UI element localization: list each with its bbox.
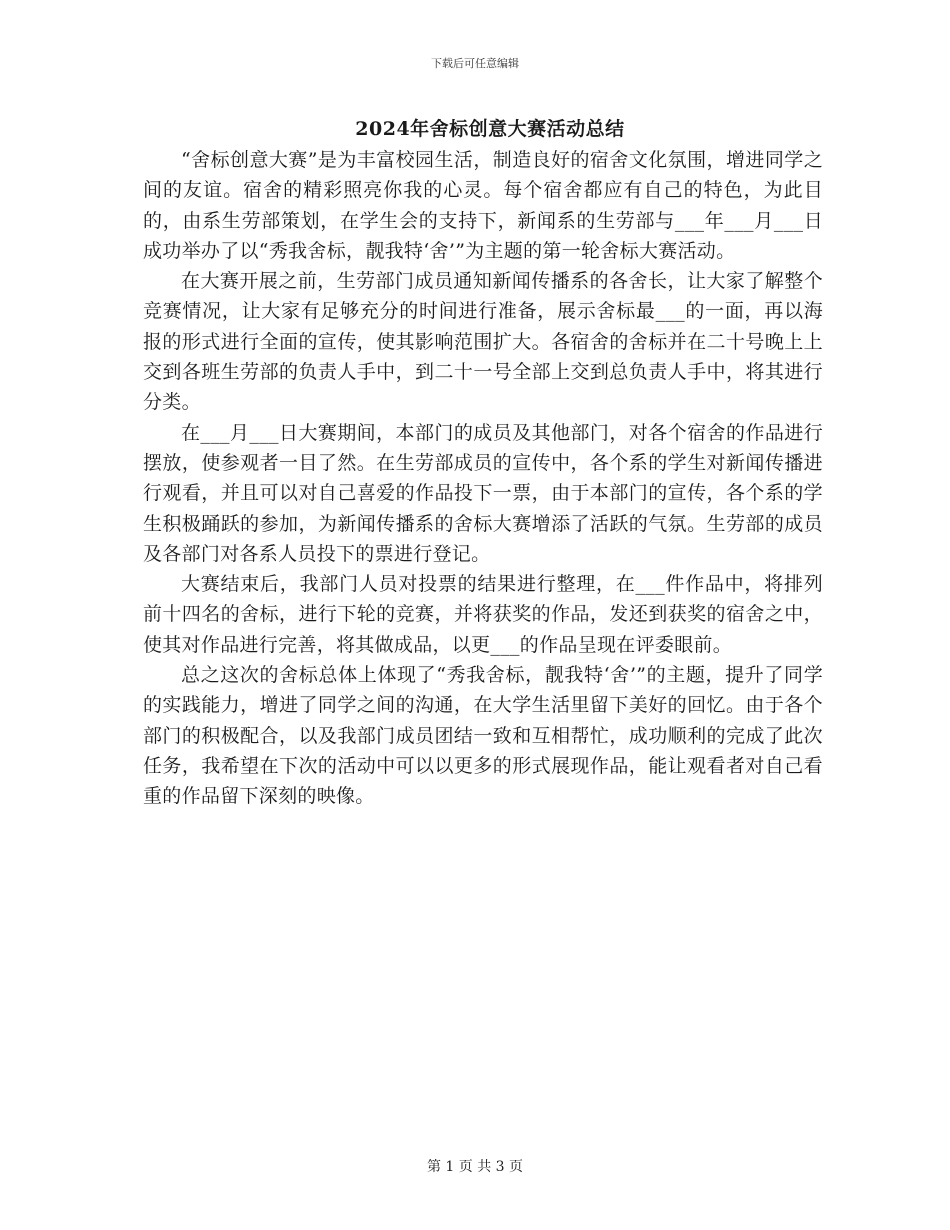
paragraph-1: “舍标创意大赛”是为丰富校园生活，制造良好的宿舍文化氛围，增进同学之间的友谊。宿舍的精彩照亮你我的心灵。每个宿舍都应有自己的特色，为此目的，由系生劳部策划，在学生会的支持下，新闻系的生劳部与___年___月___日成功举办了以“秀我舍标，靓我特‘舍’”为主题的第一轮舍标大赛活动。	[143, 149, 823, 262]
header-note: 下载后可任意编辑	[431, 57, 519, 70]
paragraph-2: 在大赛开展之前，生劳部门成员通知新闻传播系的各舍长，让大家了解整个竞赛情况，让大家有足够充分的时间进行准备，展示舍标最___的一面，再以海报的形式进行全面的宣传，使其影响范围扩大。各宿舍的舍标并在二十号晚上上交到各班生劳部的负责人手中，到二十一号全部上交到总负责人手中，将其进行分类。	[143, 270, 823, 414]
paragraph-3: 在___月___日大赛期间，本部门的成员及其他部门，对各个宿舍的作品进行摆放，使参观者一目了然。在生劳部成员的宣传中，各个系的学生对新闻传播进行观看，并且可以对自己喜爱的作品投下一票，由于本部门的宣传，各个系的学生积极踊跃的参加，为新闻传播系的舍标大赛增添了活跃的气氛。生劳部的成员及各部门对各系人员投下的票进行登记。	[143, 421, 823, 565]
document-title: 2024年舍标创意大赛活动总结	[355, 118, 625, 140]
page-number-footer: 第 1 页 共 3 页	[426, 1159, 524, 1175]
paragraph-5: 总之这次的舍标总体上体现了“秀我舍标，靓我特‘舍’”的主题，提升了同学的实践能力，增进了同学之间的沟通，在大学生活里留下美好的回忆。由于各个部门的积极配合，以及我部门成员团结一致和互相帮忙，成功顺利的完成了此次任务，我希望在下次的活动中可以以更多的形式展现作品，能让观看者对自己看重的作品留下深刻的映像。	[143, 664, 823, 808]
paragraph-4: 大赛结束后，我部门人员对投票的结果进行整理，在___件作品中，将排列前十四名的舍标，进行下轮的竞赛，并将获奖的作品，发还到获奖的宿舍之中，使其对作品进行完善，将其做成品，以更___的作品呈现在评委眼前。	[143, 573, 823, 656]
document-body	[143, 145, 823, 812]
